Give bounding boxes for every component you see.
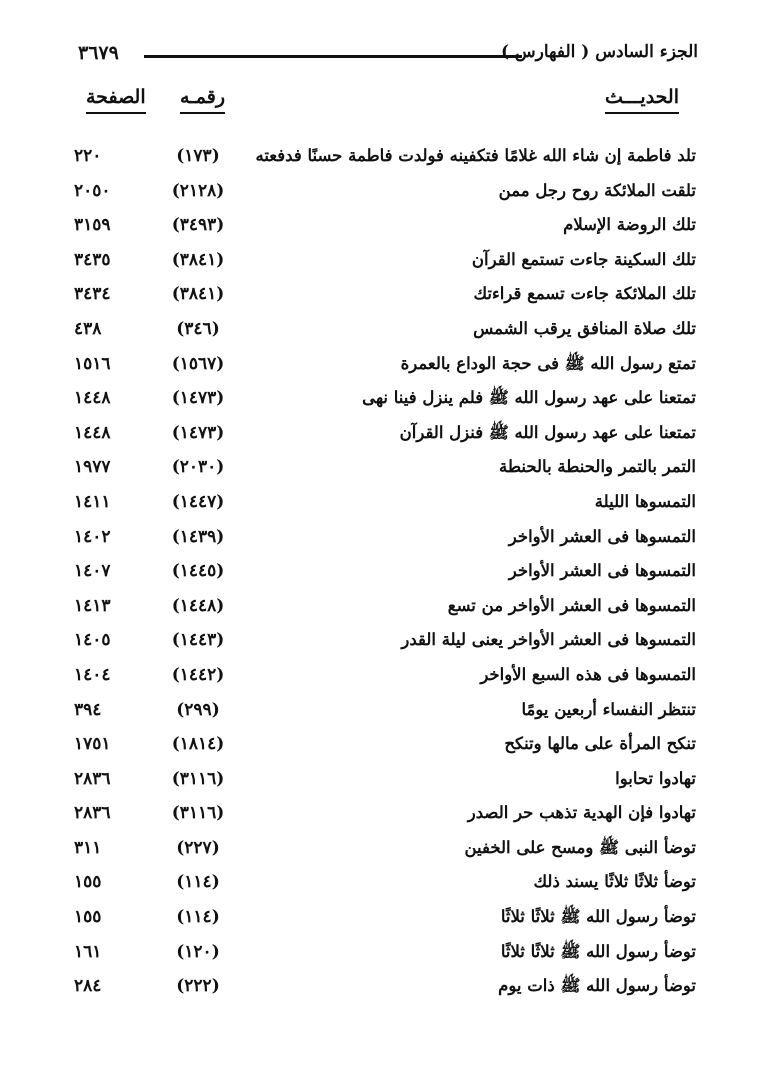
table-row xyxy=(60,970,700,1005)
hadith-text: تنتظر النفساء أربعين يومًا xyxy=(521,699,696,719)
hadith-number: (١٢٠) xyxy=(176,941,220,962)
hadith-number: (١٤٤٧) xyxy=(171,491,225,512)
table-row xyxy=(60,936,700,971)
hadith-number: (٣١١٦) xyxy=(171,768,225,789)
hadith-number: (١١٤) xyxy=(176,907,220,928)
hadith-number: (١٧٣) xyxy=(176,146,220,166)
table-row xyxy=(60,590,700,625)
column-header-page: الصفحة xyxy=(86,84,146,114)
hadith-number: (١٤٤٢) xyxy=(171,664,225,685)
table-row xyxy=(60,244,700,279)
table-row xyxy=(60,624,700,659)
page-reference: ١٥٥ xyxy=(74,872,102,893)
hadith-number: (٣١١٦) xyxy=(171,803,225,824)
page-reference: ١٧٥١ xyxy=(74,734,111,755)
hadith-number: (١٤٤٥) xyxy=(171,561,225,582)
page-reference: ٣٩٤ xyxy=(74,699,102,720)
page-reference: ٣١١ xyxy=(74,837,102,858)
hadith-text: تلد فاطمة إن شاء الله غلامًا فتكفينه فولدت فاطمة حسنًا فدفعته xyxy=(255,146,696,165)
table-row xyxy=(60,348,700,383)
hadith-text: تلك الروضة الإسلام xyxy=(563,215,696,235)
hadith-text: تنكح المرأة على مالها وتنكح xyxy=(504,734,696,754)
table-row xyxy=(60,313,700,348)
table-row xyxy=(60,659,700,694)
hadith-text: تلك صلاة المنافق يرقب الشمس xyxy=(473,318,696,338)
hadith-number: (٢٩٩) xyxy=(176,699,220,720)
table-row xyxy=(60,175,700,210)
table-row xyxy=(60,832,700,867)
page-reference: ١٤١٣ xyxy=(74,595,111,616)
table-row xyxy=(60,382,700,417)
hadith-text: تهادوا فإن الهدية تذهب حر الصدر xyxy=(467,803,696,823)
page-reference: ٣٤٣٤ xyxy=(74,284,111,305)
page-reference: ٢٢٠ xyxy=(74,146,102,166)
hadith-text: تمتعنا على عهد رسول الله ﷺ فنزل القرآن xyxy=(399,422,696,442)
page-reference: ٢٨٣٦ xyxy=(74,768,111,789)
hadith-text: التمسوها فى العشر الأواخر من تسع xyxy=(447,595,696,615)
page-reference: ١٥١٦ xyxy=(74,353,111,374)
hadith-text: التمسوها فى العشر الأواخر xyxy=(508,561,696,581)
page-reference: ١٥٥ xyxy=(74,907,102,928)
header-rule xyxy=(144,55,522,58)
hadith-number: (١٤٧٣) xyxy=(171,388,225,409)
table-row xyxy=(60,694,700,729)
hadith-number: (٣٨٤١) xyxy=(171,284,225,305)
table-row xyxy=(60,451,700,486)
page-reference: ٢٠٥٠ xyxy=(74,180,111,201)
hadith-text: توضأ رسول الله ﷺ ذات يوم xyxy=(498,976,696,996)
page-reference: ١٤٤٨ xyxy=(74,422,111,443)
table-row xyxy=(60,278,700,313)
page-reference: ٢٨٤ xyxy=(74,976,102,997)
hadith-index-table xyxy=(60,140,700,1005)
hadith-number: (٣٤٦) xyxy=(176,318,220,339)
hadith-number: (١٨١٤) xyxy=(171,734,225,755)
hadith-number: (٢٢٧) xyxy=(176,837,220,858)
hadith-number: (٢١٢٨) xyxy=(171,180,225,201)
hadith-number: (١١٤) xyxy=(176,872,220,893)
hadith-number: (٢٠٣٠) xyxy=(171,457,225,478)
hadith-text: التمسوها فى هذه السبع الأواخر xyxy=(480,664,696,684)
page-reference: ١٤٠٢ xyxy=(74,526,111,547)
table-row xyxy=(60,797,700,832)
table-row xyxy=(60,901,700,936)
hadith-text: التمسوها الليلة xyxy=(594,491,696,511)
table-row xyxy=(60,140,700,175)
hadith-number: (٣٨٤١) xyxy=(171,249,225,270)
hadith-number: (٢٢٢) xyxy=(176,976,220,997)
hadith-text: تلك السكينة جاءت تستمع القرآن xyxy=(471,249,696,269)
table-row xyxy=(60,763,700,798)
table-row xyxy=(60,521,700,556)
hadith-number: (١٤٤٨) xyxy=(171,595,225,616)
hadith-text: توضأ ثلاثًا ثلاثًا يسند ذلك xyxy=(533,872,696,892)
column-header-hadith: الحديـــث xyxy=(605,84,679,114)
hadith-number: (١٤٧٣) xyxy=(171,422,225,443)
hadith-text: توضأ النبى ﷺ ومسح على الخفين xyxy=(464,837,696,857)
page-reference: ١٤١١ xyxy=(74,491,111,512)
hadith-text: التمسوها فى العشر الأواخر يعنى ليلة القدر xyxy=(401,630,696,650)
hadith-text: تهادوا تحابوا xyxy=(615,768,696,788)
running-header xyxy=(78,42,698,72)
hadith-text: التمسوها فى العشر الأواخر xyxy=(508,526,696,546)
page-reference: ١٩٧٧ xyxy=(74,457,111,478)
column-header-number: رقمـه xyxy=(180,84,225,114)
hadith-text: تمتع رسول الله ﷺ فى حجة الوداع بالعمرة xyxy=(400,353,696,373)
page-reference: ١٤٤٨ xyxy=(74,388,111,409)
page-reference: ٣٤٣٥ xyxy=(74,249,111,270)
page-reference: ١٤٠٥ xyxy=(74,630,111,651)
page-reference: ٤٣٨ xyxy=(74,318,102,339)
hadith-text: توضأ رسول الله ﷺ ثلاثًا ثلاثًا xyxy=(500,941,696,961)
page-reference: ٣١٥٩ xyxy=(74,215,111,236)
hadith-text: توضأ رسول الله ﷺ ثلاثًا ثلاثًا xyxy=(500,907,696,927)
table-row xyxy=(60,417,700,452)
table-row xyxy=(60,866,700,901)
hadith-number: (٣٤٩٣) xyxy=(171,215,225,236)
table-row xyxy=(60,555,700,590)
table-row xyxy=(60,728,700,763)
page-reference: ٢٨٣٦ xyxy=(74,803,111,824)
hadith-text: التمر بالتمر والحنطة بالحنطة xyxy=(499,457,696,477)
page-number: ٣٦٧٩ xyxy=(78,42,119,64)
hadith-text: تمتعنا على عهد رسول الله ﷺ فلم ينزل فينا نهى xyxy=(362,388,696,408)
hadith-number: (١٤٣٩) xyxy=(171,526,225,547)
table-row xyxy=(60,486,700,521)
hadith-number: (١٤٤٣) xyxy=(171,630,225,651)
section-title: الجزء السادس ( الفهارس ) xyxy=(500,42,698,62)
hadith-number: (١٥٦٧) xyxy=(171,353,225,374)
hadith-text: تلقت الملائكة روح رجل ممن xyxy=(498,180,696,200)
page-reference: ١٤٠٤ xyxy=(74,664,111,685)
page-reference: ١٦١ xyxy=(74,941,102,962)
page-reference: ١٤٠٧ xyxy=(74,561,111,582)
hadith-text: تلك الملائكة جاءت تسمع قراءتك xyxy=(473,284,696,304)
table-row xyxy=(60,209,700,244)
